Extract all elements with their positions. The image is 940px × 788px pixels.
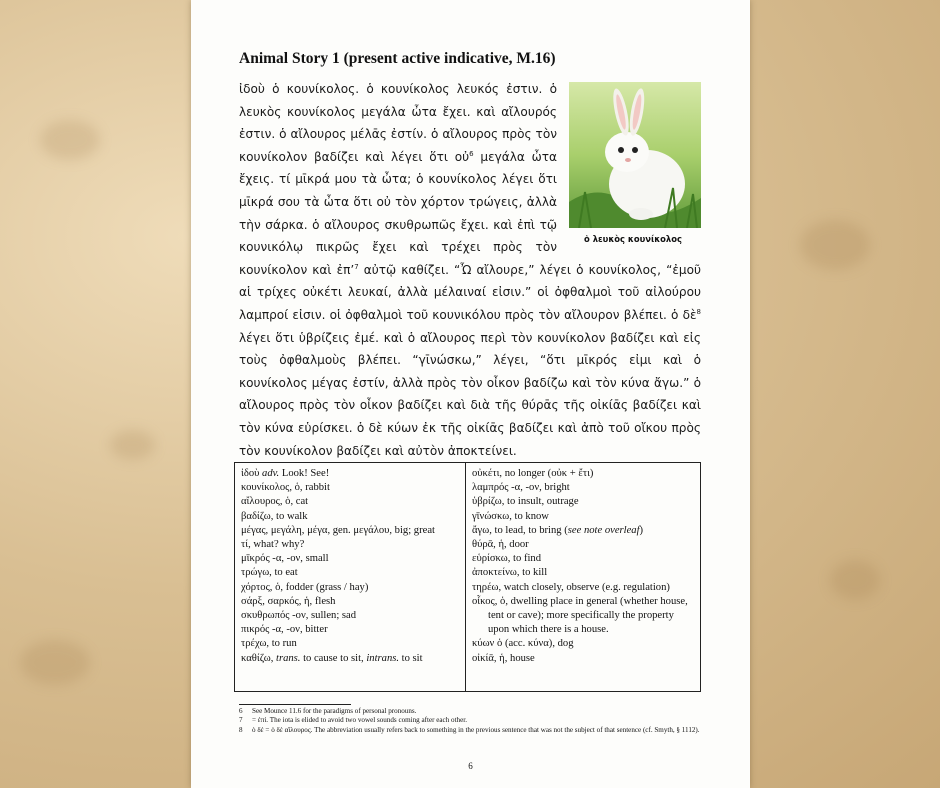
vocab-entry: μῑκρός -α, -ον, small (241, 553, 329, 565)
image-caption: ὁ λευκὸς κουνίκολος (584, 234, 682, 244)
vocab-entry: γῑνώσκω, to know (472, 510, 549, 522)
vocab-entry: κύων ὁ (acc. κύνα), dog (472, 638, 574, 650)
vocab-entry: χόρτος, ὁ, fodder (grass / hay) (241, 581, 369, 593)
document-page (191, 0, 750, 788)
vocab-entry: σάρξ, σαρκός, ἡ, flesh (241, 595, 336, 607)
vocab-entry: ὑβρίζω, to insult, outrage (472, 496, 579, 508)
footnote-ref-8[interactable]: 8 (696, 307, 701, 316)
vocab-entry: αἴλουρος, ὁ, cat (241, 496, 309, 508)
rabbit-image (569, 82, 701, 228)
story-text (239, 78, 701, 462)
footnote-8: 8 ὁ δέ = ὁ δὲ αἴλουρος. The abbreviation usually refers back to something in the previous sentence that was not the subject of that sentence (cf. Smyth, § 1112). (239, 725, 700, 734)
vocabulary-box (234, 462, 701, 692)
vocab-entry: λαμπρός -α, -ον, bright (472, 482, 570, 494)
page-title: Animal Story 1 (present active indicative, M.16) (239, 50, 556, 67)
vocab-entry: οἰκίᾱ, ἡ, house (472, 652, 535, 664)
vocab-column-right (466, 463, 700, 691)
vocab-entry: τηρέω, watch closely, observe (e.g. regulation) (472, 581, 670, 593)
vocab-entry: βαδίζω, to walk (241, 510, 308, 522)
vocab-entry: κουνίκολος, ὁ, rabbit (241, 482, 330, 494)
vocab-entry: οἶκος, ὁ, dwelling place in general (whether house, tent or cave); more specifically the property upon which there is a house. (472, 595, 688, 636)
page-number: 6 (468, 761, 473, 771)
vocab-entry: ἰδοὺ adv. Look! See! (241, 468, 330, 479)
vocab-entry: μέγας, μεγάλη, μέγα, gen. μεγάλου, big; great (241, 524, 435, 536)
vocab-column-left (235, 463, 466, 691)
vocab-entry: καθίζω, trans. to cause to sit, intrans. to sit (241, 652, 423, 664)
vocab-entry: ἄγω, to lead, to bring (see note overleaf) (472, 524, 644, 536)
story-sentence: αὐτῷ καθίζει. “Ὦ αἴλουρε,” λέγει ὁ κουνίκολος, “ἐμοῦ αἱ τρίχες οὐκέτι λευκαί, ἀλλὰ μέλαιναί εἰσιν.” οἱ ὀφθαλμοὶ τοῦ αἰλούρου λαμπροί εἰσιν. οἱ ὀφθαλμοὶ τοῦ κουνικόλου πρὸς τὸν αἴλουρον βλέπει. ὁ δὲ (239, 262, 701, 322)
footnote-divider (239, 704, 351, 705)
story-sentence: ἰδοὺ ὁ κουνίκολος. ὁ κουνίκολος λευκός ἐστιν. ὁ λευκὸς κουνίκολος μεγάλα ὦτα ἔχει. καὶ αἴλουρός ἐστιν. ὁ αἴλουρος μέλᾱς ἐστίν. ὁ αἴλουρος πρὸς τὸν κουνίκολον βαδίζει καὶ λέγει ὅτι οὐ (239, 82, 557, 164)
vocab-entry: οὐκέτι, no longer (οὐκ + ἔτι) (472, 468, 594, 479)
vocab-entry: πικρός -α, -ον, bitter (241, 624, 328, 636)
vocab-entry: τί, what? why? (241, 539, 305, 551)
footnote-6: 6 See Mounce 11.6 for the paradigms of personal pronouns. (239, 707, 417, 715)
vocab-entry: τρέχω, to run (241, 638, 297, 650)
rabbit-figure (565, 82, 701, 248)
vocab-entry: σκυθρωπός -ον, sullen; sad (241, 610, 357, 622)
vocab-entry: ἀποκτείνω, to kill (472, 567, 548, 579)
footnote-ref-7[interactable]: 7 (354, 262, 359, 271)
vocab-entry: θύρᾱ, ἡ, door (472, 539, 529, 551)
footnote-7: 7 = ἐπί. The iota is elided to avoid two vowel sounds coming after each other. (239, 716, 467, 725)
footnote-ref-6[interactable]: 6 (469, 149, 474, 158)
vocab-entry: τρώγω, to eat (241, 567, 298, 579)
story-sentence: μεγάλα ὦτα ἔχεις. τί μῑκρά μου τὰ ὦτα; ὁ κουνίκολος λέγει ὅτι μῑκρά σου τὰ ὦτα ὅτι οὐ τὸν χόρτον τρώγεις, ἀλλὰ τὴν σάρκα. ὁ αἴλουρος σκυθρωπῶς ἔχει. καὶ ἐπὶ τῷ κουνικόλῳ πικρῶς ἔχει καὶ τρέχει πρὸς τὸν κουνίκολον καὶ ἐπ’ (239, 149, 557, 277)
story-sentence: λέγει ὅτι ὑβρίζεις ἐμέ. καὶ ὁ αἴλουρος περὶ τὸν κουνίκολον βαδίζει καὶ εἰς τοὺς ὀφθαλμοὺς βλέπει. “γῑνώσκω,” λέγει, “ὅτι μῑκρός εἰμι καὶ ὁ κουνίκολος μέγας ἐστίν, ἀλλὰ πρὸς τὸν οἶκον βαδίζω καὶ τὸν κύνα ἄγω.” ὁ αἴλουρος πρὸς τὸν οἶκον βαδίζει καὶ διὰ τῆς θύρᾱς τῆς οἰκίᾱς βαδίζει καὶ τὸν κύνα εὑρίσκει. ὁ δὲ κύων ἐκ τῆς οἰκίᾱς βαδίζει καὶ ἀπὸ τοῦ οἴκου πρὸς τὸν κουνίκολον βαδίζει καὶ αὐτὸν ἀποκτείνει. (239, 330, 701, 458)
vocab-entry: εὑρίσκω, to find (472, 553, 542, 565)
footnotes (239, 707, 701, 735)
